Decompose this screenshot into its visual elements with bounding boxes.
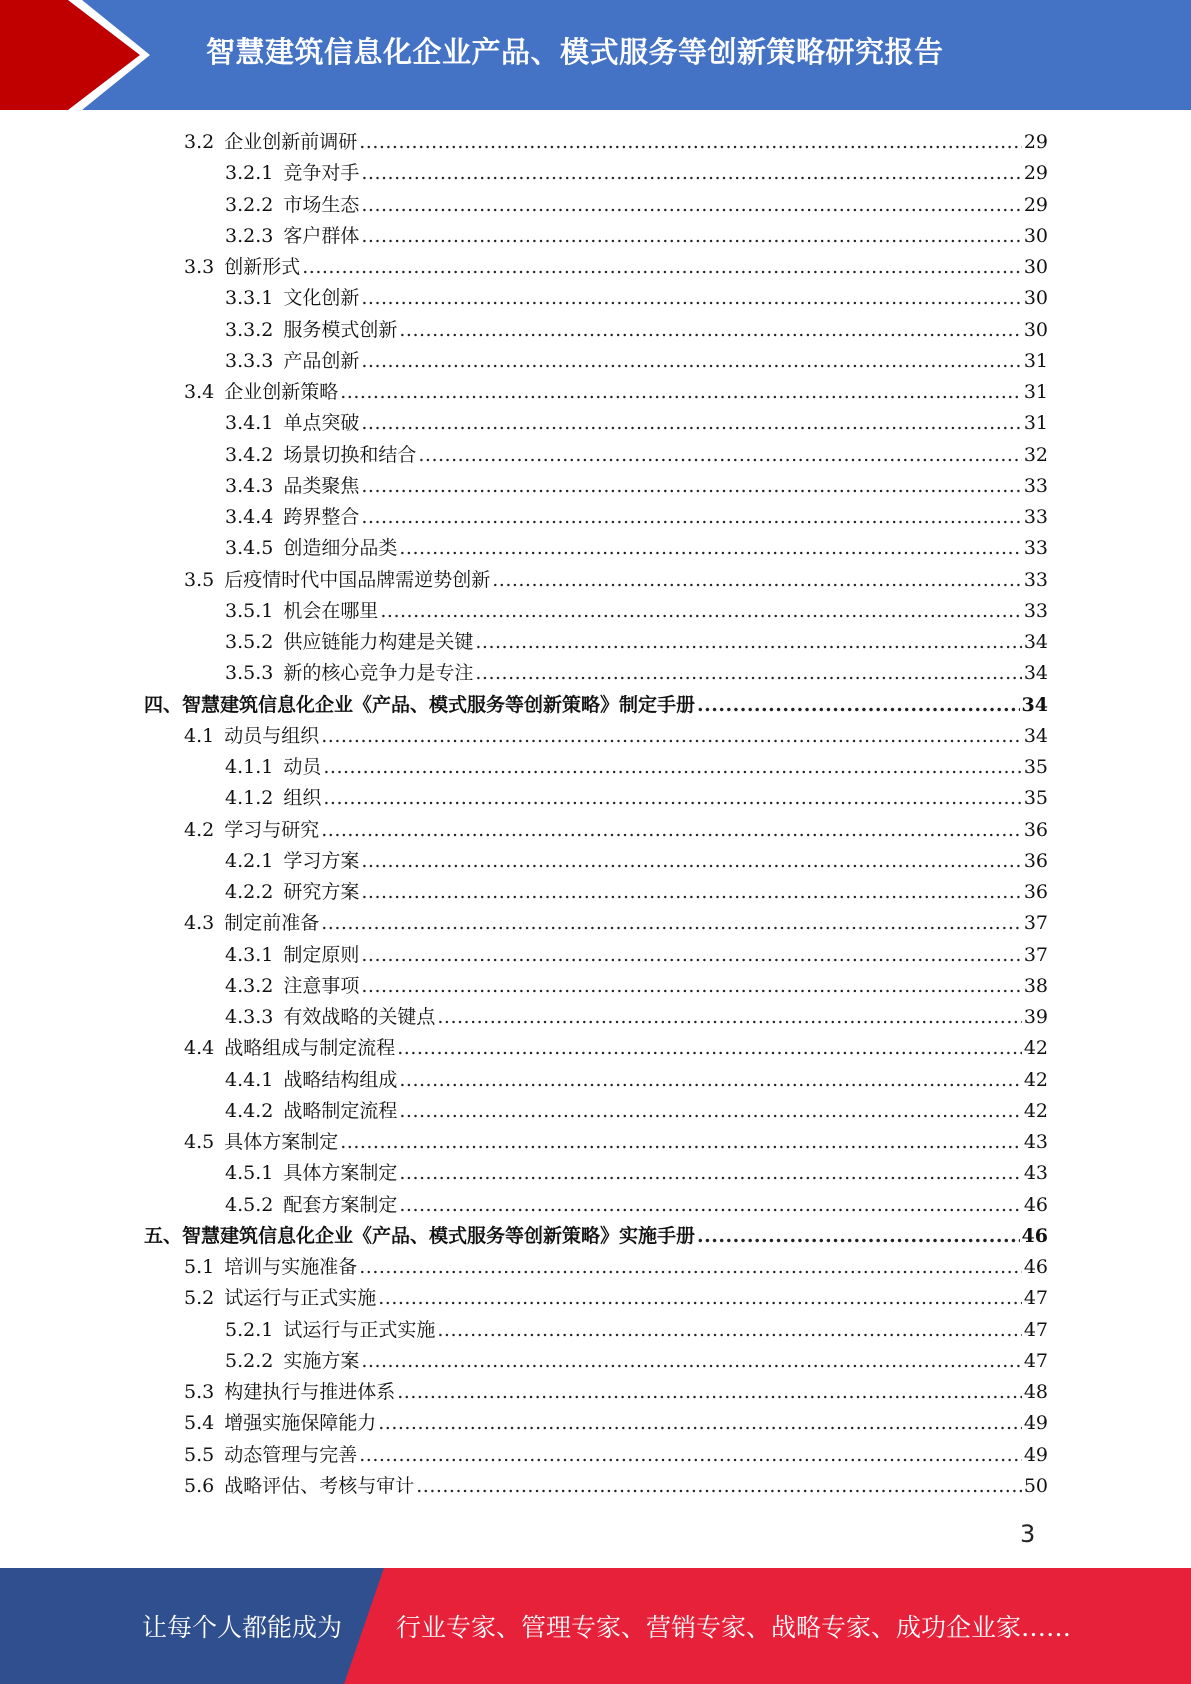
- toc-entry-title: 竞争对手: [283, 162, 360, 185]
- toc-entry-title: 战略结构组成: [283, 1068, 398, 1091]
- toc-entry-title: 动员: [283, 756, 322, 778]
- toc-entry[interactable]: [225, 158, 1048, 189]
- toc-entry-number: 3.3: [184, 256, 215, 278]
- toc-entry-number: 3.5: [184, 568, 215, 591]
- toc-entry-title: 制定原则: [283, 943, 360, 966]
- toc-entry[interactable]: [225, 940, 1048, 971]
- toc-entry[interactable]: [225, 190, 1048, 221]
- toc-dot-leader: [340, 377, 1022, 408]
- toc-entry-page: 47: [1023, 1318, 1048, 1341]
- toc-entry[interactable]: [225, 877, 1048, 908]
- toc-entry[interactable]: [184, 127, 1048, 158]
- toc-entry-title: 供应链能力构建是关键: [283, 631, 474, 653]
- toc-entry[interactable]: [184, 377, 1048, 408]
- toc-entry-number: 5.2.2: [225, 1349, 274, 1372]
- toc-dot-leader: [378, 1408, 1022, 1439]
- toc-entry[interactable]: [184, 908, 1048, 939]
- toc-dot-leader: [475, 627, 1021, 658]
- toc-dot-leader: [397, 1377, 1022, 1408]
- toc-entry-title: 配套方案制定: [283, 1193, 398, 1216]
- toc-entry-title: 学习方案: [283, 849, 360, 872]
- toc-dot-leader: [399, 533, 1021, 564]
- toc-entry-number: 3.4.4: [225, 506, 274, 528]
- toc-entry-page: 49: [1023, 1412, 1048, 1435]
- toc-entry-number: 4.4.2: [225, 1099, 274, 1122]
- toc-dot-leader: [361, 408, 1021, 439]
- toc-dot-leader: [380, 596, 1021, 627]
- toc-dot-leader: [361, 940, 1021, 971]
- toc-entry-page: 35: [1023, 787, 1048, 810]
- toc-entry-number: 4.1.1: [225, 756, 274, 778]
- toc-entry-number: 5.4: [184, 1412, 215, 1435]
- toc-entry-number: 4.3.3: [225, 1006, 274, 1028]
- toc-entry-page: 30: [1023, 224, 1048, 247]
- toc-entry-page: 29: [1023, 162, 1048, 185]
- toc-dot-leader: [399, 315, 1021, 346]
- toc-entry[interactable]: [225, 1065, 1048, 1096]
- toc-entry-title: 制定前准备: [224, 912, 320, 935]
- toc-entry-title: 后疫情时代中国品牌需逆势创新: [224, 568, 491, 591]
- toc-dot-leader: [418, 440, 1021, 471]
- toc-dot-leader: [361, 877, 1021, 908]
- toc-entry[interactable]: [184, 1440, 1048, 1471]
- toc-entry-page: 37: [1023, 943, 1048, 966]
- toc-entry-page: 33: [1023, 506, 1048, 528]
- toc-entry-number: 4.3: [184, 912, 215, 935]
- toc-entry-page: 32: [1023, 443, 1048, 466]
- toc-entry-title: 组织: [283, 787, 322, 810]
- toc-entry-number: 3.4.5: [225, 537, 274, 560]
- toc-dot-leader: [361, 971, 1021, 1002]
- toc-entry-number: 3.4: [184, 381, 215, 403]
- toc-dot-leader: [359, 1252, 1022, 1283]
- toc-entry[interactable]: [225, 1096, 1048, 1127]
- toc-dot-leader: [361, 471, 1021, 502]
- toc-entry-page: 30: [1023, 287, 1048, 310]
- toc-entry[interactable]: [184, 1033, 1048, 1064]
- toc-entry-page: 34: [1023, 662, 1048, 685]
- toc-entry-title: 构建执行与推进体系: [224, 1381, 396, 1403]
- toc-dot-leader: [399, 1065, 1021, 1096]
- toc-entry-page: 34: [1023, 724, 1048, 747]
- toc-entry[interactable]: [144, 1221, 1048, 1252]
- toc-dot-leader: [361, 158, 1021, 189]
- toc-entry-number: 5.2.1: [225, 1318, 274, 1341]
- toc-entry-number: 4.1: [184, 724, 215, 747]
- toc-entry-number: 5.2: [184, 1287, 215, 1310]
- toc-entry-title: 实施方案: [283, 1349, 360, 1372]
- toc-entry[interactable]: [225, 596, 1048, 627]
- toc-entry-page: 37: [1023, 912, 1048, 935]
- toc-entry-title: 五、智慧建筑信息化企业《产品、模式服务等创新策略》实施手册: [144, 1224, 696, 1247]
- toc-dot-leader: [361, 190, 1021, 221]
- toc-entry-title: 动员与组织: [224, 724, 320, 747]
- toc-entry-title: 场景切换和结合: [283, 443, 417, 466]
- toc-entry-number: 3.2.1: [225, 162, 274, 185]
- toc-entry-page: 42: [1023, 1068, 1048, 1091]
- toc-entry[interactable]: [184, 1408, 1048, 1439]
- toc-entry-number: 4.2.2: [225, 881, 274, 903]
- toc-entry-page: 46: [1023, 1193, 1048, 1216]
- toc-dot-leader: [359, 1440, 1022, 1471]
- toc-dot-leader: [302, 252, 1022, 283]
- toc-entry-page: 31: [1023, 381, 1048, 403]
- toc-entry-number: 3.4.2: [225, 443, 274, 466]
- toc-dot-leader: [399, 1096, 1021, 1127]
- toc-dot-leader: [399, 1158, 1021, 1189]
- toc-entry[interactable]: [184, 721, 1048, 752]
- footer-right-text: 行业专家、管理专家、营销专家、战略专家、成功企业家……: [396, 1613, 1072, 1642]
- toc-entry-title: 四、智慧建筑信息化企业《产品、模式服务等创新策略》制定手册: [144, 693, 696, 716]
- toc-entry-title: 学习与研究: [224, 818, 320, 841]
- toc-entry-number: 4.3.1: [225, 943, 274, 966]
- toc-dot-leader: [437, 1315, 1021, 1346]
- toc-entry-title: 产品创新: [283, 349, 360, 372]
- toc-entry-page: 36: [1023, 818, 1048, 841]
- toc-entry-number: 3.3.3: [225, 349, 274, 372]
- toc-dot-leader: [321, 815, 1022, 846]
- toc-entry[interactable]: [225, 752, 1048, 783]
- toc-entry[interactable]: [184, 1283, 1048, 1314]
- toc-dot-leader: [437, 1002, 1021, 1033]
- toc-dot-leader: [361, 846, 1021, 877]
- toc-entry[interactable]: [225, 346, 1048, 377]
- toc-dot-leader: [361, 502, 1021, 533]
- toc-dot-leader: [492, 565, 1022, 596]
- toc-entry-page: 38: [1023, 974, 1048, 997]
- toc-entry-number: 5.3: [184, 1381, 215, 1403]
- toc-entry[interactable]: [225, 283, 1048, 314]
- toc-entry-title: 战略组成与制定流程: [224, 1037, 396, 1060]
- toc-entry-title: 试运行与正式实施: [283, 1318, 436, 1341]
- toc-entry[interactable]: [225, 783, 1048, 814]
- toc-entry-page: 50: [1023, 1474, 1048, 1497]
- toc-entry-title: 客户群体: [283, 224, 360, 247]
- toc-entry-title: 企业创新前调研: [224, 131, 358, 153]
- toc-entry[interactable]: [225, 627, 1048, 658]
- toc-dot-leader: [378, 1283, 1022, 1314]
- toc-entry-number: 3.3.1: [225, 287, 274, 310]
- toc-entry-number: 4.5.1: [225, 1162, 274, 1185]
- toc-entry-title: 战略制定流程: [283, 1099, 398, 1122]
- toc-dot-leader: [361, 221, 1021, 252]
- toc-entry[interactable]: [225, 971, 1048, 1002]
- toc-entry-page: 30: [1023, 318, 1048, 341]
- toc-entry-page: 34: [1021, 693, 1048, 716]
- page-footer: [0, 1568, 1191, 1684]
- toc-entry-number: 3.2: [184, 131, 215, 153]
- toc-entry-title: 创造细分品类: [283, 537, 398, 560]
- toc-entry-page: 35: [1023, 756, 1048, 778]
- toc-entry-number: 4.3.2: [225, 974, 274, 997]
- toc-dot-leader: [323, 783, 1021, 814]
- toc-entry-number: 4.2: [184, 818, 215, 841]
- header-arrow-icon: [0, 0, 150, 110]
- toc-entry[interactable]: [225, 502, 1048, 533]
- toc-entry-title: 市场生态: [283, 193, 360, 216]
- toc-entry-page: 43: [1023, 1162, 1048, 1185]
- toc-entry-title: 新的核心竞争力是专注: [283, 662, 474, 685]
- toc-dot-leader: [340, 1127, 1022, 1158]
- toc-entry-page: 36: [1023, 849, 1048, 872]
- toc-dot-leader: [321, 908, 1022, 939]
- toc-entry-title: 品类聚焦: [283, 474, 360, 497]
- toc-entry-number: 3.4.3: [225, 474, 274, 497]
- toc-entry[interactable]: [225, 658, 1048, 689]
- toc-entry-number: 4.2.1: [225, 849, 274, 872]
- toc-entry-title: 有效战略的关键点: [283, 1006, 436, 1028]
- toc-entry[interactable]: [225, 1158, 1048, 1189]
- toc-entry-number: 4.4: [184, 1037, 215, 1060]
- header-title: 智慧建筑信息化企业产品、模式服务等创新策略研究报告: [206, 35, 944, 69]
- toc-entry-title: 注意事项: [283, 974, 360, 997]
- toc-entry-page: 36: [1023, 881, 1048, 903]
- toc-entry-number: 3.2.3: [225, 224, 274, 247]
- toc-entry-page: 39: [1023, 1006, 1048, 1028]
- toc-dot-leader: [361, 283, 1021, 314]
- toc-entry-title: 战略评估、考核与审计: [224, 1474, 415, 1497]
- footer-left-text: 让每个人都能成为: [142, 1613, 343, 1642]
- toc-entry[interactable]: [225, 1315, 1048, 1346]
- page-number: 3: [1020, 1520, 1036, 1548]
- toc-entry-page: 49: [1023, 1443, 1048, 1466]
- toc-entry[interactable]: [225, 533, 1048, 564]
- toc-dot-leader: [361, 346, 1021, 377]
- toc-entry-page: 29: [1023, 131, 1048, 153]
- toc-entry-title: 企业创新策略: [224, 381, 339, 403]
- toc-entry[interactable]: [144, 690, 1048, 721]
- toc-entry[interactable]: [184, 252, 1048, 283]
- toc-entry-page: 47: [1023, 1287, 1048, 1310]
- toc-entry-page: 33: [1023, 537, 1048, 560]
- toc-entry-title: 机会在哪里: [283, 599, 379, 622]
- toc-entry[interactable]: [184, 1377, 1048, 1408]
- toc-dot-leader: [475, 658, 1021, 689]
- toc-dot-leader: [361, 1346, 1021, 1377]
- toc-entry[interactable]: [184, 1471, 1048, 1502]
- toc-entry-number: 3.2.2: [225, 193, 274, 216]
- toc-dot-leader: [323, 752, 1021, 783]
- toc-entry-number: 5.5: [184, 1443, 215, 1466]
- toc-entry-number: 4.4.1: [225, 1068, 274, 1091]
- toc-entry[interactable]: [225, 440, 1048, 471]
- toc-entry-page: 33: [1023, 568, 1048, 591]
- toc-entry-page: 33: [1023, 474, 1048, 497]
- toc-entry-title: 单点突破: [283, 412, 360, 435]
- toc-dot-leader: [321, 721, 1022, 752]
- toc-entry-title: 试运行与正式实施: [224, 1287, 377, 1310]
- toc-entry-title: 创新形式: [224, 256, 301, 278]
- toc-entry-page: 43: [1023, 1131, 1048, 1153]
- toc-entry-title: 文化创新: [283, 287, 360, 310]
- toc-entry[interactable]: [225, 1346, 1048, 1377]
- toc-entry[interactable]: [225, 315, 1048, 346]
- toc-entry-title: 具体方案制定: [283, 1162, 398, 1185]
- toc-entry-page: 31: [1023, 412, 1048, 435]
- toc-entry-title: 研究方案: [283, 881, 360, 903]
- toc-entry-page: 30: [1023, 256, 1048, 278]
- toc-dot-leader: [359, 127, 1022, 158]
- toc-entry-number: 4.5.2: [225, 1193, 274, 1216]
- toc-dot-leader: [397, 1033, 1022, 1064]
- toc-entry[interactable]: [225, 408, 1048, 439]
- toc-entry-page: 34: [1023, 631, 1048, 653]
- toc-entry-title: 服务模式创新: [283, 318, 398, 341]
- toc-entry-title: 具体方案制定: [224, 1131, 339, 1153]
- toc-entry[interactable]: [184, 565, 1048, 596]
- toc-entry-number: 3.5.2: [225, 631, 274, 653]
- toc-entry-title: 增强实施保障能力: [224, 1412, 377, 1435]
- toc-entry[interactable]: [225, 846, 1048, 877]
- toc-entry-page: 33: [1023, 599, 1048, 622]
- toc-entry[interactable]: [184, 1252, 1048, 1283]
- toc-entry-number: 4.1.2: [225, 787, 274, 810]
- page-header: [0, 0, 1191, 110]
- toc-entry-number: 5.6: [184, 1474, 215, 1497]
- toc-entry[interactable]: [225, 221, 1048, 252]
- toc-dot-leader: [697, 690, 1020, 721]
- toc-dot-leader: [416, 1471, 1022, 1502]
- toc-entry-page: 31: [1023, 349, 1048, 372]
- toc-entry-page: 42: [1023, 1099, 1048, 1122]
- toc-entry-number: 5.1: [184, 1256, 215, 1278]
- toc-entry[interactable]: [184, 815, 1048, 846]
- toc-entry-number: 3.3.2: [225, 318, 274, 341]
- toc-entry-page: 42: [1023, 1037, 1048, 1060]
- toc-dot-leader: [697, 1221, 1020, 1252]
- toc-dot-leader: [399, 1190, 1021, 1221]
- toc-entry[interactable]: [225, 1190, 1048, 1221]
- toc-entry-number: 4.5: [184, 1131, 215, 1153]
- toc-entry-page: 47: [1023, 1349, 1048, 1372]
- toc-entry[interactable]: [225, 1002, 1048, 1033]
- toc-entry-page: 46: [1023, 1256, 1048, 1278]
- toc-entry[interactable]: [225, 471, 1048, 502]
- toc-entry-title: 培训与实施准备: [224, 1256, 358, 1278]
- toc-entry-page: 48: [1023, 1381, 1048, 1403]
- toc-entry-page: 46: [1021, 1224, 1048, 1247]
- toc-entry-number: 3.5.1: [225, 599, 274, 622]
- toc-entry-number: 3.4.1: [225, 412, 274, 435]
- toc-entry-number: 3.5.3: [225, 662, 274, 685]
- toc-entry[interactable]: [184, 1127, 1048, 1158]
- toc-entry-title: 跨界整合: [283, 506, 360, 528]
- toc-entry-page: 29: [1023, 193, 1048, 216]
- toc-entry-title: 动态管理与完善: [224, 1443, 358, 1466]
